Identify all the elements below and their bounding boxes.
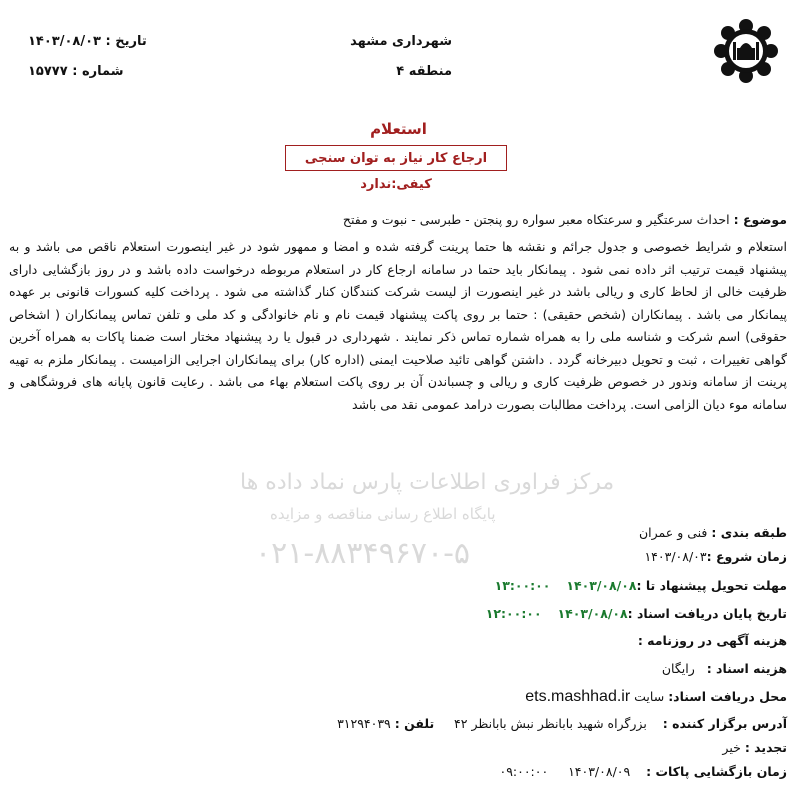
doc-cost-row	[662, 661, 787, 676]
docs-end-row	[486, 606, 787, 621]
subject-line	[343, 212, 787, 227]
category-label: طبقه بندی :	[711, 525, 787, 540]
category-row	[639, 525, 787, 540]
subject-label: موضوع :	[733, 212, 787, 227]
doc-cost-value: رایگان	[661, 661, 695, 676]
address-value: بزرگراه شهید بابانظر نبش بابانظر ۴۲	[454, 716, 647, 731]
opening-label: زمان بازگشایی پاکات :	[646, 764, 787, 779]
doc-place-prefix: سایت	[634, 689, 665, 704]
inquiry-title: استعلام	[370, 120, 427, 138]
category-value: فنی و عمران	[638, 525, 708, 540]
renew-label: تجدید :	[744, 740, 787, 755]
docs-end-label: تاریخ پایان دریافت اسناد :	[627, 606, 787, 621]
doc-place-row	[525, 688, 787, 706]
doc-place-site-link[interactable]: ets.mashhad.ir	[525, 688, 631, 705]
start-label: زمان شروع :	[706, 549, 787, 564]
start-value: ۱۴۰۳/۰۸/۰۳	[644, 549, 707, 564]
number-label: شماره :	[72, 64, 124, 79]
ad-cost-row	[638, 633, 787, 648]
doc-cost-label: هزینه اسناد :	[706, 661, 787, 676]
watermark-line-1: مرکز فراوری اطلاعات پارس نماد داده ها	[240, 470, 615, 495]
renew-value: خیر	[722, 740, 741, 755]
region-name: منطقه ۴	[396, 64, 452, 79]
number-value: ۱۵۷۷۷	[28, 64, 68, 79]
proposal-date: ۱۴۰۳/۰۸/۰۸	[566, 578, 637, 593]
address-row	[337, 716, 787, 731]
doc-place-label: محل دریافت اسناد:	[668, 689, 787, 704]
opening-date: ۱۴۰۳/۰۸/۰۹	[568, 764, 631, 779]
subject-text: احداث سرعتگیر و سرعتکاه معبر سواره رو پنجتن - طبرسی - نبوت و مفتح	[342, 212, 730, 227]
date-label: تاریخ :	[105, 34, 147, 49]
opening-time: ۰۹:۰۰:۰۰	[499, 764, 549, 779]
municipality-name: شهرداری مشهد	[350, 34, 452, 49]
docs-end-date: ۱۴۰۳/۰۸/۰۸	[557, 606, 628, 621]
phone-label: تلفن :	[394, 716, 435, 731]
phone-value: ۳۱۲۹۴۰۳۹	[337, 716, 391, 731]
proposal-label: مهلت تحویل پیشنهاد تا :	[636, 578, 787, 593]
date-value: ۱۴۰۳/۰۸/۰۳	[28, 34, 101, 49]
date-line	[28, 34, 147, 49]
terms-paragraph: استعلام و شرایط خصوصی و جدول جرائم و نقشه ها حتما پرینت گرفته شده و امضا و ممهور شود در غیر اینصورت استعلام ناقص می باشد و به پیشنهاد قیمت ترتیب اثر داده نمی شود . پیمانکار باید حتما در سامانه ارجاع کار در استعلام مربوطه درخواست داده باشد و در روز بازگشایی دارای ظرفیت خالی از لحاظ کاری و ریالی باشد در غیر اینصورت از لیست شرکت کنندگان کنار گذاشته می شود . پرداخت کلیه کسورات قانونی بر عهده پیمانکار می باشد . پیمانکاران (شخص حقیقی) : حتما بر روی پاکت پیشنهاد قیمت نام و نام خانوادگی و کد ملی و تلفن تماس پیمانکاران ( اشخاص حقوقی) اسم شرکت و شناسه ملی را به همراه شماره تماس ذکر نمایند . شهرداری در قبول یا رد پیشنهاد مختار است ضمنا پاکات به همراه آخرین گواهی تغییرات ، ثبت و تحویل دبیرخانه گردد . داشتن گواهی تائید صلاحیت ایمنی (اداره کار) برای پیمانکاران اجرایی الزامیست . پیمانکار ملزم به تهیه پرینت از سامانه وندور در خصوص ظرفیت کاری و ریالی و چسباندن آن بر روی پاکت استعلام بهاء می باشد . رعایت قانون پایانه های فروشگاهی و سامانه موء دیان الزامی است. پرداخت مطالبات بصورت درامد عمومی نقد می باشد	[9, 239, 787, 412]
start-row	[644, 549, 787, 564]
opening-row	[499, 764, 787, 779]
proposal-deadline-row	[495, 578, 787, 593]
qualification-note-box: ارجاع کار نیاز به توان سنجی کیفی:ندارد	[285, 145, 507, 171]
watermark-line-2: پایگاه اطلاع رسانی مناقصه و مزایده	[270, 505, 496, 523]
ad-cost-label: هزینه آگهی در روزنامه :	[637, 633, 787, 648]
watermark-phone: ۰۲۱-۸۸۳۴۹۶۷۰-۵	[255, 536, 471, 571]
municipality-logo	[713, 18, 779, 84]
proposal-time: ۱۳:۰۰:۰۰	[494, 578, 551, 593]
docs-end-time: ۱۲:۰۰:۰۰	[485, 606, 542, 621]
renew-row	[722, 740, 787, 755]
address-label: آدرس برگزار کننده :	[662, 716, 787, 731]
number-line	[28, 64, 123, 79]
